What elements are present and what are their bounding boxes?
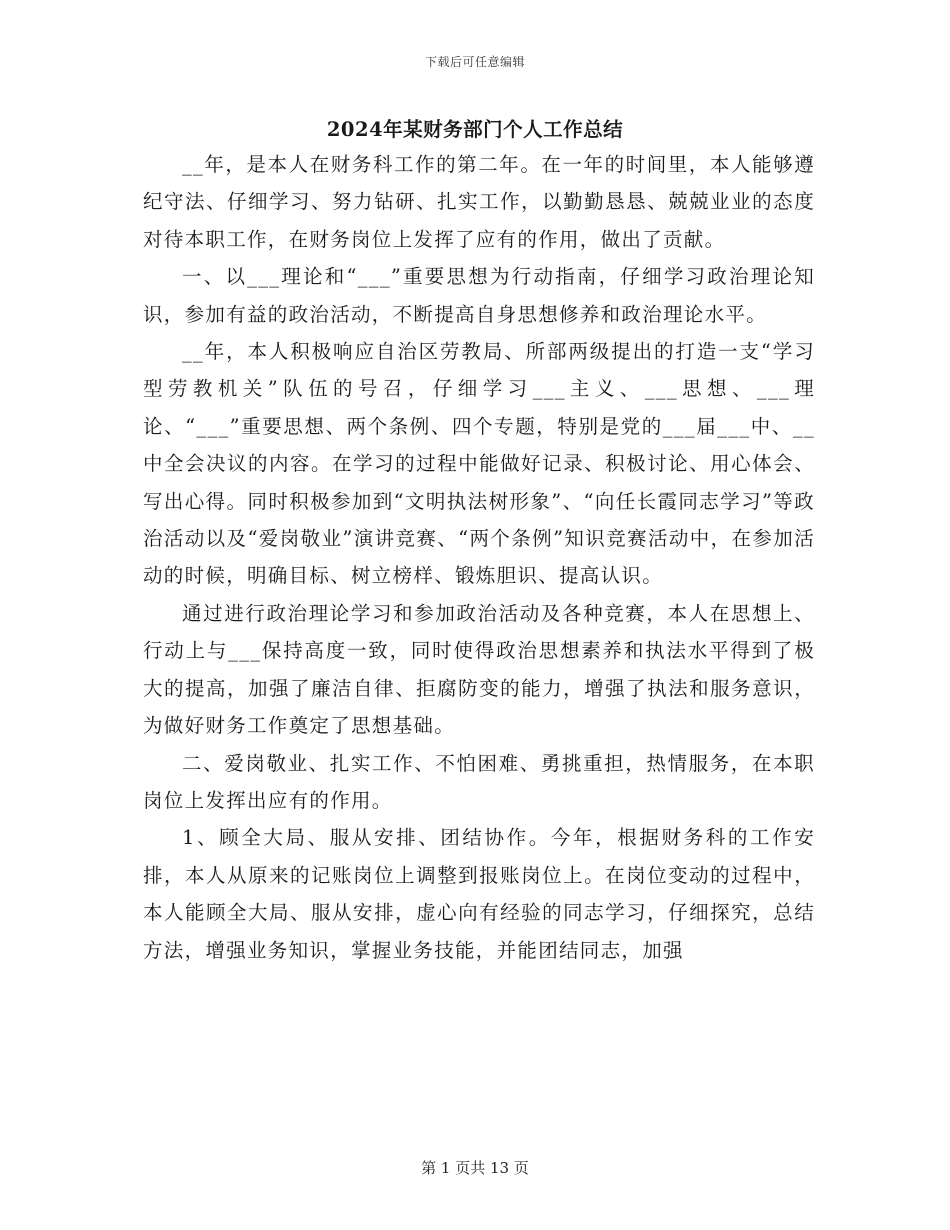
header-note: 下载后可任意编辑 [424,55,525,69]
paragraph: __年，本人积极响应自治区劳教局、所部两级提出的打造一支“学习型劳教机关”队伍的号召，仔细学习___主义、___思想、___理论、“___”重要思想、两个条例、四个专题，特别是党的___届___中、__中全会决议的内容。在学习的过程中能做好记录、积极讨论、用心体会、写出心得。同时积极参加到“文明执法树形象”、“向任长霞同志学习”等政治活动以及“爱岗敬业”演讲竞赛、“两个条例”知识竞赛活动中，在参加活动的时候，明确目标、树立榜样、锻炼胆识、提高认识。 [143,340,815,588]
paragraph: __年，是本人在财务科工作的第二年。在一年的时间里，本人能够遵纪守法、仔细学习、努力钻研、扎实工作，以勤勤恳恳、兢兢业业的态度对待本职工作，在财务岗位上发挥了应有的作用，做出了贡献。 [143,153,815,251]
paragraph: 通过进行政治理论学习和参加政治活动及各种竞赛，本人在思想上、行动上与___保持高度一致，同时使得政治思想素养和执法水平得到了极大的提高，加强了廉洁自律、拒腐防变的能力，增强了执法和服务意识，为做好财务工作奠定了思想基础。 [143,601,815,738]
document-body [143,146,815,969]
document-title: 2024年某财务部门个人工作总结 [326,118,624,141]
paragraph: 一、以___理论和“___”重要思想为行动指南，仔细学习政治理论知识，参加有益的政治活动，不断提高自身思想修养和政治理论水平。 [143,265,815,326]
paragraph: 二、爱岗敬业、扎实工作、不怕困难、勇挑重担，热情服务，在本职岗位上发挥出应有的作用。 [143,751,815,812]
page-number: 第 1 页共 13 页 [421,1159,529,1177]
paragraph: 1、顾全大局、服从安排、团结协作。今年，根据财务科的工作安排，本人从原来的记账岗位上调整到报账岗位上。在岗位变动的过程中，本人能顾全大局、服从安排，虚心向有经验的同志学习，仔细探究，总结方法，增强业务知识，掌握业务技能，并能团结同志，加强 [143,826,815,962]
